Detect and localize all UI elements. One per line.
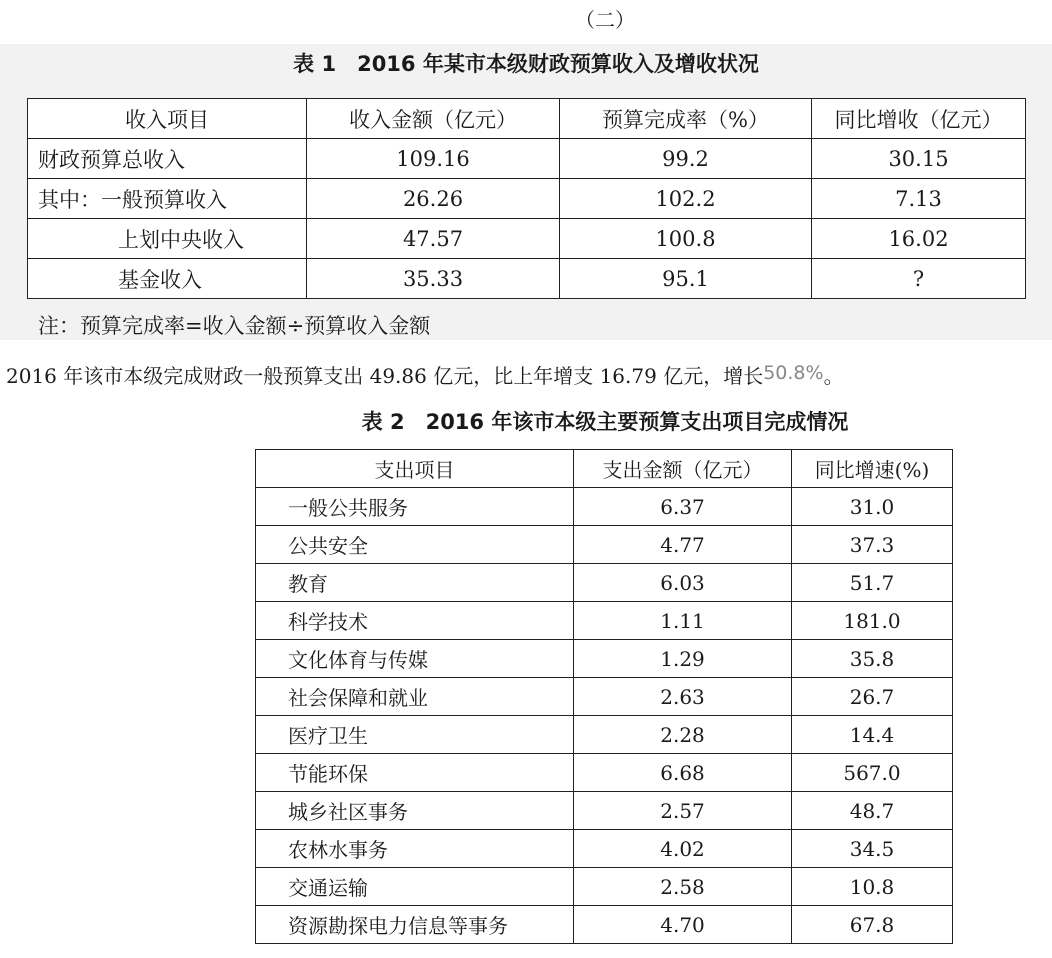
increase-cell: 7.13 — [812, 179, 1026, 219]
growth-cell: 567.0 — [792, 754, 953, 792]
table-row — [256, 830, 953, 868]
header-cell: 支出项目 — [256, 450, 574, 488]
rate-cell: 95.1 — [560, 259, 812, 299]
item-cell: 医疗卫生 — [256, 716, 574, 754]
item-cell: 文化体育与传媒 — [256, 640, 574, 678]
item-cell: 社会保障和就业 — [256, 678, 574, 716]
row-label: 财政预算总收入 — [28, 139, 307, 179]
table-row — [256, 906, 953, 944]
rate-cell: 102.2 — [560, 179, 812, 219]
item-cell: 农林水事务 — [256, 830, 574, 868]
growth-cell: 67.8 — [792, 906, 953, 944]
table-row — [256, 754, 953, 792]
item-cell: 城乡社区事务 — [256, 792, 574, 830]
growth-cell: 31.0 — [792, 488, 953, 526]
header-cell: 同比增收（亿元） — [812, 99, 1026, 139]
increase-cell: 16.02 — [812, 219, 1026, 259]
amount-cell: 1.29 — [574, 640, 792, 678]
increase-cell: 30.15 — [812, 139, 1026, 179]
growth-cell: 26.7 — [792, 678, 953, 716]
table-row — [28, 179, 1026, 219]
amount-cell: 2.58 — [574, 868, 792, 906]
amount-cell: 1.11 — [574, 602, 792, 640]
amount-cell: 2.57 — [574, 792, 792, 830]
table-header-row — [28, 99, 1026, 139]
increase-cell: ? — [812, 259, 1026, 299]
item-cell: 一般公共服务 — [256, 488, 574, 526]
table-row — [256, 602, 953, 640]
header-cell: 同比增速(%) — [792, 450, 953, 488]
item-cell: 公共安全 — [256, 526, 574, 564]
amount-cell: 109.16 — [307, 139, 560, 179]
table-row — [28, 219, 1026, 259]
growth-cell: 51.7 — [792, 564, 953, 602]
paragraph-end: 。 — [823, 364, 844, 388]
growth-cell: 48.7 — [792, 792, 953, 830]
revenue-table — [27, 98, 1026, 299]
header-cell: 收入项目 — [28, 99, 307, 139]
growth-cell: 14.4 — [792, 716, 953, 754]
item-cell: 科学技术 — [256, 602, 574, 640]
item-cell: 交通运输 — [256, 868, 574, 906]
amount-cell: 6.03 — [574, 564, 792, 602]
header-cell: 收入金额（亿元） — [307, 99, 560, 139]
section-mark: （二） — [575, 8, 635, 32]
header-cell: 支出金额（亿元） — [574, 450, 792, 488]
table-row — [256, 640, 953, 678]
item-cell: 资源勘探电力信息等事务 — [256, 906, 574, 944]
table-row — [256, 678, 953, 716]
expenditure-table — [255, 449, 953, 944]
growth-cell: 34.5 — [792, 830, 953, 868]
table-row — [256, 868, 953, 906]
table-header-row — [256, 450, 953, 488]
table-row — [256, 564, 953, 602]
table2-title: 表 2 2016 年该市本级主要预算支出项目完成情况 — [361, 410, 849, 434]
amount-cell: 47.57 — [307, 219, 560, 259]
amount-cell: 4.70 — [574, 906, 792, 944]
amount-cell: 4.77 — [574, 526, 792, 564]
amount-cell: 2.63 — [574, 678, 792, 716]
growth-cell: 181.0 — [792, 602, 953, 640]
amount-cell: 2.28 — [574, 716, 792, 754]
summary-paragraph — [6, 360, 844, 389]
row-label: 上划中央收入 — [28, 219, 307, 259]
table1-title: 表 1 2016 年某市本级财政预算收入及增收状况 — [293, 52, 759, 76]
table1-section — [0, 44, 1052, 340]
rate-cell: 99.2 — [560, 139, 812, 179]
item-cell: 节能环保 — [256, 754, 574, 792]
table-row — [256, 526, 953, 564]
amount-cell: 6.68 — [574, 754, 792, 792]
table-row — [256, 716, 953, 754]
amount-cell: 6.37 — [574, 488, 792, 526]
table-row — [256, 488, 953, 526]
paragraph-text: 2016 年该市本级完成财政一般预算支出 49.86 亿元，比上年增支 16.79 亿元，增长 — [6, 364, 764, 388]
header-cell: 预算完成率（%） — [560, 99, 812, 139]
amount-cell: 4.02 — [574, 830, 792, 868]
table-row — [28, 259, 1026, 299]
growth-cell: 37.3 — [792, 526, 953, 564]
growth-cell: 35.8 — [792, 640, 953, 678]
row-label: 基金收入 — [28, 259, 307, 299]
table-row — [256, 792, 953, 830]
item-cell: 教育 — [256, 564, 574, 602]
row-label: 其中：一般预算收入 — [28, 179, 307, 219]
table-row — [28, 139, 1026, 179]
amount-cell: 35.33 — [307, 259, 560, 299]
growth-percent: 50.8% — [763, 362, 824, 384]
rate-cell: 100.8 — [560, 219, 812, 259]
growth-cell: 10.8 — [792, 868, 953, 906]
amount-cell: 26.26 — [307, 179, 560, 219]
table1-note: 注：预算完成率=收入金额÷预算收入金额 — [38, 314, 431, 338]
